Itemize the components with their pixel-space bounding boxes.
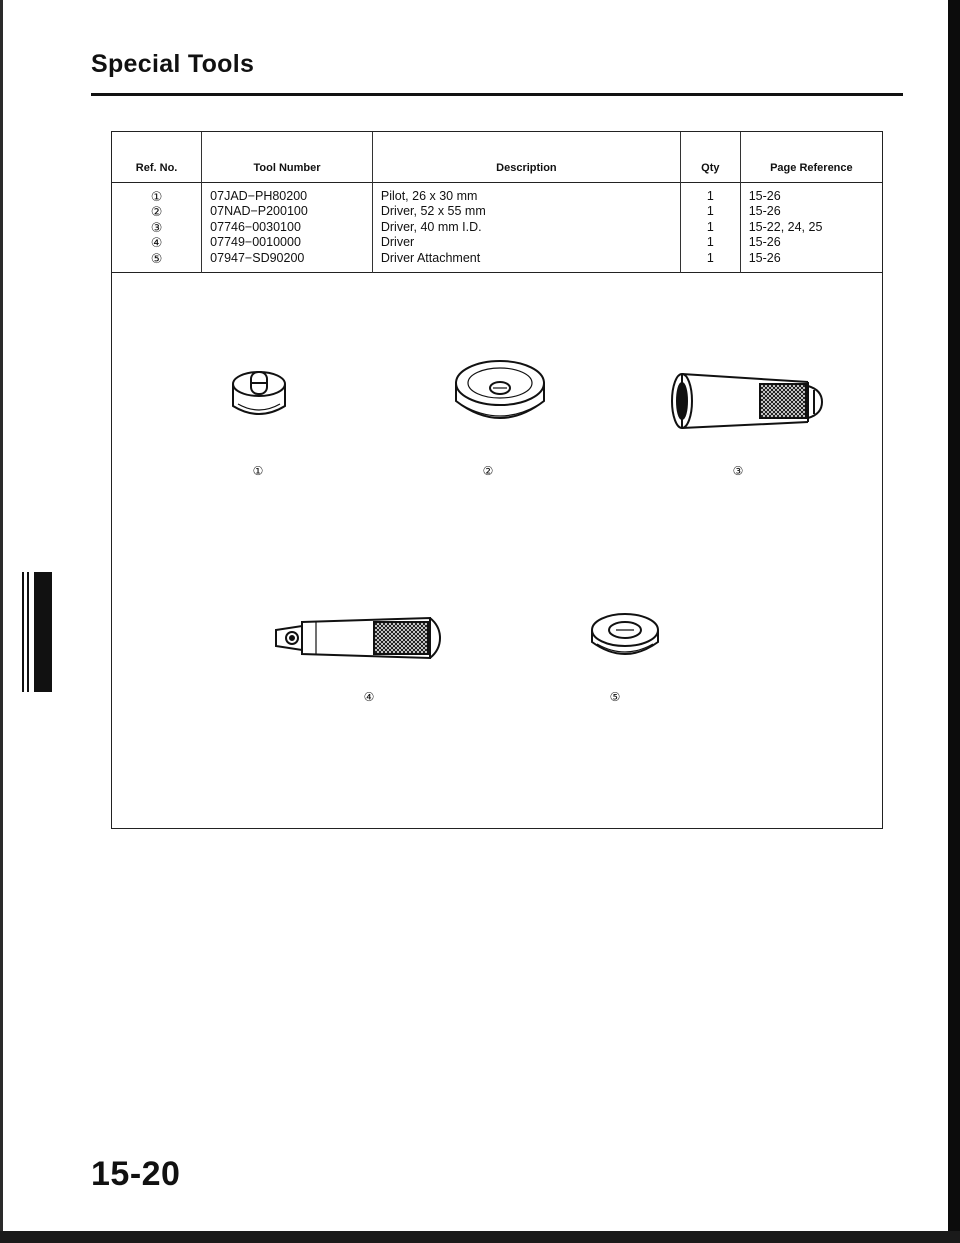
tool-number-cell: 07JAD−PH80200 xyxy=(210,189,308,203)
description-cell: Driver xyxy=(380,235,415,250)
tool-number-cell: 07947−SD90200 xyxy=(210,250,305,265)
qty-cell: 1 xyxy=(706,204,714,219)
callout-3: ③ xyxy=(732,464,744,478)
tools-frame xyxy=(111,131,883,829)
qty-column xyxy=(680,183,740,273)
tool-number-cell: 07NAD−P200100 xyxy=(210,204,308,219)
callout-2: ② xyxy=(482,464,494,478)
tools-table xyxy=(112,132,882,273)
page-reference-column xyxy=(740,183,882,273)
tool-number-column xyxy=(202,183,373,273)
description-cell: Pilot, 26 x 30 mm xyxy=(380,189,478,203)
table-header-row xyxy=(112,132,882,183)
page-reference-cell: 15-26 xyxy=(748,204,781,219)
qty-cell: 1 xyxy=(706,235,714,250)
tool-number-cell: 07749−0010000 xyxy=(210,235,301,250)
ref-cell: ⑤ xyxy=(150,250,163,266)
header-ref-no: Ref. No. xyxy=(135,162,178,174)
driver-attachment-icon xyxy=(588,610,662,668)
table-body-row xyxy=(112,183,882,273)
ref-cell: ② xyxy=(150,204,163,220)
page-bottom-edge xyxy=(0,1231,960,1243)
page-reference-cell: 15-26 xyxy=(748,250,781,265)
page-reference-cell: 15-26 xyxy=(748,189,781,203)
page-reference-cell: 15-22, 24, 25 xyxy=(748,219,823,234)
description-column xyxy=(372,183,680,273)
section-tab-marker xyxy=(22,572,52,692)
page-right-edge xyxy=(948,0,960,1243)
ref-cell: ④ xyxy=(150,235,163,251)
ref-cell: ③ xyxy=(150,219,163,235)
header-description: Description xyxy=(372,132,680,183)
header-page-reference: Page Reference xyxy=(740,132,882,183)
page-left-edge xyxy=(0,0,3,1243)
page-title: Special Tools xyxy=(91,50,255,78)
title-rule xyxy=(91,93,903,96)
driver-tube-icon xyxy=(668,370,828,432)
callout-5: ⑤ xyxy=(609,690,621,704)
callout-4: ④ xyxy=(363,690,375,704)
header-qty: Qty xyxy=(680,132,740,183)
description-cell: Driver Attachment xyxy=(380,250,481,265)
description-cell: Driver, 52 x 55 mm xyxy=(380,204,486,219)
qty-cell: 1 xyxy=(706,250,714,265)
tool-number-cell: 07746−0030100 xyxy=(210,219,301,234)
ref-column xyxy=(112,183,202,273)
description-cell: Driver, 40 mm I.D. xyxy=(380,219,482,234)
qty-cell: 1 xyxy=(706,219,714,234)
page-reference-cell: 15-26 xyxy=(748,235,781,250)
page-number: 15-20 xyxy=(91,1155,181,1193)
driver-handle-icon xyxy=(272,612,444,664)
callout-1: ① xyxy=(252,464,264,478)
pilot-icon xyxy=(226,362,292,428)
driver-cup-icon xyxy=(452,355,548,435)
ref-cell: ① xyxy=(150,189,163,204)
header-tool-number: Tool Number xyxy=(202,132,373,183)
qty-cell: 1 xyxy=(706,189,714,203)
